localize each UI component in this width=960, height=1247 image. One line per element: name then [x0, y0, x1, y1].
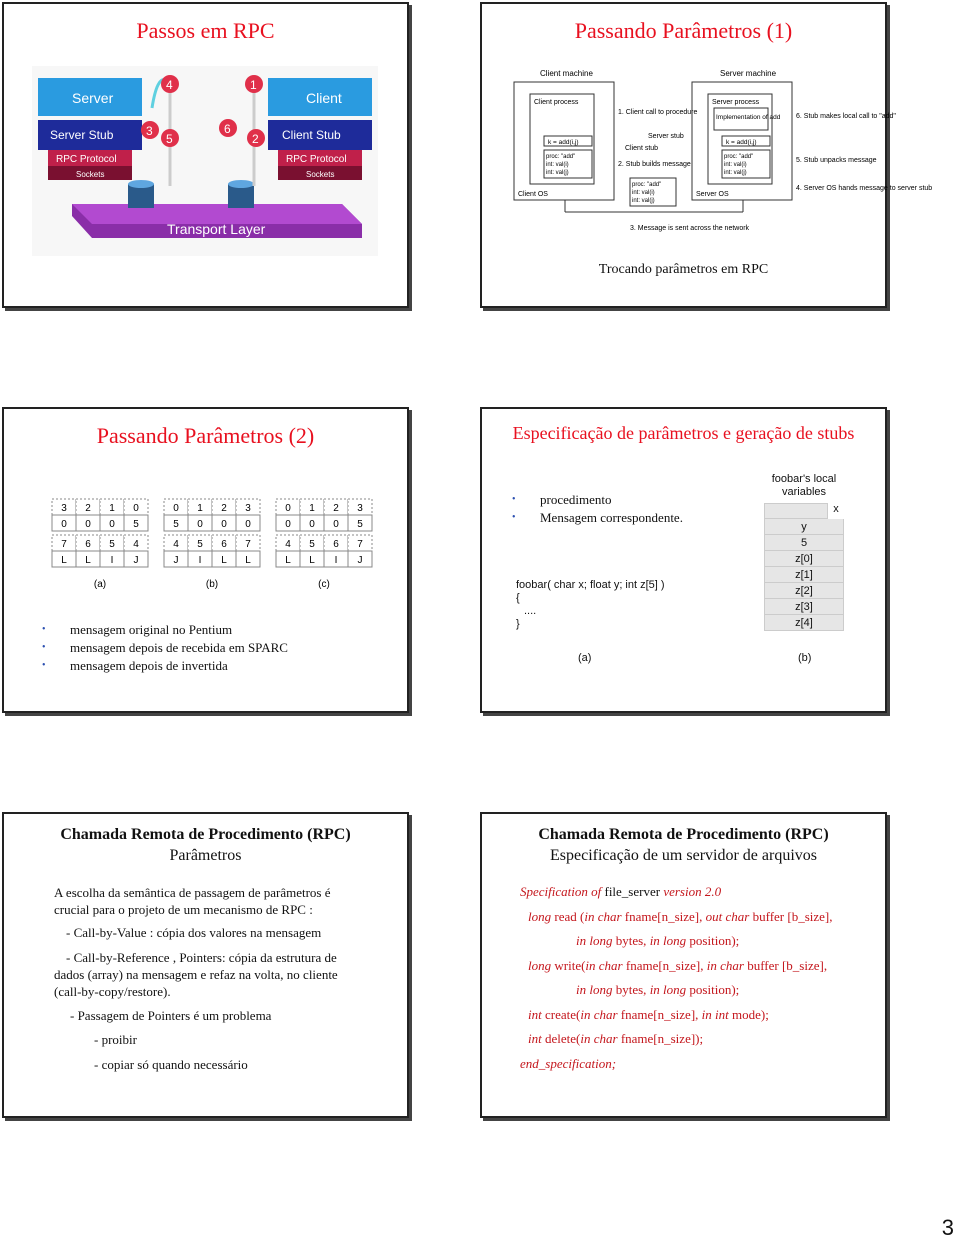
step-2: 2 [252, 132, 259, 146]
slide-rpc-servidor-arquivos [480, 812, 887, 1118]
grid-label: (a) [93, 579, 107, 590]
byte-index: 1 [309, 503, 315, 514]
server-machine-label: Server machine [720, 69, 777, 78]
ident: fname[n_size], [622, 957, 707, 973]
ident: position); [686, 982, 740, 997]
byte-value: I [110, 555, 114, 566]
byte-index: 3 [245, 503, 251, 514]
bullet-list [70, 621, 288, 675]
kw: out char [705, 908, 750, 924]
kw: in char [580, 1031, 618, 1046]
client-label: Client [306, 90, 342, 106]
kw: long [528, 908, 552, 924]
transport-layer-label: Transport Layer [167, 221, 266, 237]
client-server-diagram [510, 66, 933, 241]
msg-right-1: proc: "add" [724, 154, 754, 160]
step5-label: 5. Stub unpacks message [796, 157, 877, 164]
kw: int [528, 1006, 542, 1022]
server-process-label: Server process [712, 99, 760, 106]
kw: in long [576, 982, 613, 997]
call-left: k = add(i,j) [548, 139, 579, 146]
slide-title: Passando Parâmetros (1) [574, 18, 793, 43]
byte-order-grids [48, 499, 378, 591]
label-b: (b) [798, 652, 812, 664]
byte-index: 2 [221, 503, 227, 514]
rpc-protocol-left: RPC Protocol [56, 154, 117, 165]
kw: in char [584, 908, 622, 924]
call-right: k = add(i,j) [726, 139, 757, 146]
bullet-item: • mensagem original no Pentium [70, 621, 288, 639]
server-stub-label: Server stub [648, 133, 684, 140]
slide-especificacao-stubs [480, 407, 887, 713]
grid-label: (c) [318, 579, 330, 590]
byte-value: L [221, 555, 227, 566]
byte-value: L [285, 555, 291, 566]
byte-index: 0 [285, 503, 291, 514]
slide-caption: Trocando parâmetros em RPC [598, 262, 769, 277]
msg-right-3: int: val(j) [724, 170, 747, 176]
page-number: 3 [941, 1215, 954, 1240]
bullet-item: • mensagem depois de invertida [70, 657, 288, 675]
msg-left-3: int: val(j) [546, 170, 569, 176]
byte-index: 2 [333, 503, 339, 514]
stack-item: z[2] [764, 583, 844, 599]
server-stub-label: Server Stub [50, 128, 114, 142]
sockets-left: Sockets [76, 170, 105, 179]
paragraph: - Call-by-Reference , Pointers: cópia da estrutura de dados (array) na mensagem e refaz na volta, no cliente (call-by-copy/restore). [54, 950, 338, 999]
stack-item: y [764, 519, 844, 535]
bullet-item: • Mensagem correspondente. [540, 509, 683, 527]
stack-x-row [764, 503, 844, 519]
code-line: } [516, 618, 520, 630]
rpc-protocol-right: RPC Protocol [286, 154, 347, 165]
paragraph: - proibir [94, 1032, 137, 1047]
label-a: (a) [578, 652, 592, 664]
stack-x: x [833, 503, 839, 515]
kw: long [528, 957, 552, 973]
byte-value: 5 [133, 519, 139, 530]
client-os-label: Client OS [518, 191, 548, 198]
paragraph: - copiar só quando necessário [94, 1057, 248, 1072]
byte-value: 0 [85, 519, 91, 530]
step-5: 5 [166, 132, 173, 146]
byte-index: 3 [61, 503, 67, 514]
byte-index: 5 [109, 539, 115, 550]
byte-value: 0 [109, 519, 115, 530]
byte-value: L [245, 555, 251, 566]
byte-index: 4 [173, 539, 179, 550]
byte-value: 5 [357, 519, 363, 530]
byte-index: 1 [197, 503, 203, 514]
byte-value: 0 [333, 519, 339, 530]
spec-line [520, 978, 880, 1003]
slide-title: Chamada Remota de Procedimento (RPC) [538, 826, 829, 843]
ident: file_server [601, 884, 664, 899]
spec-line [520, 1027, 880, 1052]
kw: in char [585, 957, 623, 973]
msg-mid-1: proc: "add" [632, 182, 662, 188]
bullet-item: • mensagem depois de recebida em SPARC [70, 639, 288, 657]
stack-header: foobar's local variables [771, 473, 837, 498]
step6-label: 6. Stub makes local call to "add" [796, 113, 896, 120]
spec-line [520, 1003, 880, 1028]
byte-value: J [173, 555, 179, 566]
ident: write( [551, 957, 586, 973]
specification-block [520, 880, 880, 1076]
grid-label: (b) [205, 579, 219, 590]
msg-mid-3: int: val(j) [632, 198, 655, 204]
slide-rpc-parametros [2, 812, 409, 1118]
ident: fname[n_size], [617, 1006, 702, 1022]
byte-value: 0 [285, 519, 291, 530]
step2-label: 2. Stub builds message [618, 161, 691, 168]
byte-value: L [85, 555, 91, 566]
byte-index: 7 [357, 539, 363, 550]
server-label: Server [72, 90, 114, 106]
byte-index: 3 [357, 503, 363, 514]
ident: buffer [b_size], [743, 957, 828, 973]
rpc-steps-diagram [32, 66, 378, 256]
byte-value: 0 [309, 519, 315, 530]
paragraph: - Call-by-Value : cópia dos valores na mensagem [66, 925, 322, 940]
step3-label: 3. Message is sent across the network [630, 225, 750, 232]
client-stub-label: Client stub [625, 145, 659, 152]
spec-line [520, 905, 880, 930]
step4-label: 4. Server OS hands message to server stub [796, 185, 933, 192]
byte-value: I [334, 555, 338, 566]
code-line: { [516, 592, 520, 604]
byte-value: L [309, 555, 315, 566]
byte-index: 4 [285, 539, 291, 550]
stack-item: z[3] [764, 599, 844, 615]
step-3: 3 [146, 124, 153, 138]
spec-line [520, 954, 880, 979]
kw: in char [706, 957, 744, 973]
kw: in int [701, 1006, 729, 1022]
code-block [516, 579, 665, 631]
ident: fname[n_size]); [617, 1031, 704, 1046]
code-line: foobar( char x; float y; int z[5] ) [516, 579, 665, 591]
byte-index: 7 [61, 539, 67, 550]
client-process-label: Client process [534, 99, 579, 106]
stack-item: z[0] [764, 551, 844, 567]
slide-title: Chamada Remota de Procedimento (RPC) [60, 826, 351, 843]
byte-index: 0 [173, 503, 179, 514]
kw: in long [649, 933, 687, 948]
slide-title: Passando Parâmetros (2) [96, 423, 315, 448]
bullet-item: • procedimento [540, 491, 683, 509]
ident: fname[n_size], [621, 908, 706, 924]
step-1: 1 [250, 78, 257, 92]
stack-item: z[4] [764, 615, 844, 631]
byte-index: 7 [245, 539, 251, 550]
step1-label: 1. Client call to procedure [618, 109, 698, 116]
spec-line [520, 880, 880, 905]
implementation-label: Implementation of add [716, 114, 781, 121]
slide-subtitle: Especificação de um servidor de arquivos [549, 847, 817, 864]
client-machine-label: Client machine [540, 69, 593, 78]
client-stub-label: Client Stub [282, 128, 341, 142]
slide-passos-rpc [2, 2, 409, 308]
stack-frame [764, 473, 844, 631]
byte-index: 4 [133, 539, 139, 550]
ident: delete( [541, 1031, 581, 1046]
byte-value: 0 [197, 519, 203, 530]
stack-items [764, 519, 844, 631]
msg-right-2: int: val(i) [724, 162, 747, 168]
kw: in long [649, 982, 687, 997]
byte-value: I [198, 555, 202, 566]
stack-cell-empty [764, 503, 828, 519]
server-os-label: Server OS [696, 191, 729, 198]
ident: buffer [b_size], [749, 908, 833, 924]
bullet-list [540, 491, 683, 527]
byte-index: 6 [221, 539, 227, 550]
msg-left-1: proc: "add" [546, 154, 576, 160]
kw: Specification of [520, 884, 602, 899]
stack-item: 5 [764, 535, 844, 551]
msg-mid-2: int: val(i) [632, 190, 655, 196]
ident: mode); [728, 1006, 769, 1022]
spec-line [520, 929, 880, 954]
msg-left-2: int: val(i) [546, 162, 569, 168]
slide-title: Passos em RPC [136, 18, 275, 43]
step-4: 4 [166, 78, 173, 92]
byte-value: 0 [221, 519, 227, 530]
kw: version 2.0 [663, 884, 722, 899]
byte-index: 6 [333, 539, 339, 550]
byte-index: 1 [109, 503, 115, 514]
paragraph: - Passagem de Pointers é um problema [70, 1008, 272, 1023]
ident: position); [686, 933, 740, 948]
byte-value: J [133, 555, 139, 566]
spec-line [520, 1052, 880, 1077]
slide-title: Especificação de parâmetros e geração de stubs [512, 423, 855, 443]
byte-value: 0 [61, 519, 67, 530]
byte-index: 0 [133, 503, 139, 514]
ident: read ( [551, 908, 585, 924]
ident: create( [541, 1006, 581, 1022]
ident: bytes, [612, 933, 650, 948]
byte-value: L [61, 555, 67, 566]
kw: int [528, 1031, 542, 1046]
slide-passando-parametros-1 [480, 2, 933, 308]
code-line: .... [524, 605, 537, 617]
paragraph: A escolha da semântica de passagem de parâmetros é crucial para o projeto de um mecanismo de RPC : [54, 885, 331, 917]
byte-value: 0 [245, 519, 251, 530]
byte-index: 6 [85, 539, 91, 550]
byte-value: J [357, 555, 363, 566]
kw: end_specification; [520, 1055, 617, 1071]
byte-index: 2 [85, 503, 91, 514]
sockets-right: Sockets [306, 170, 335, 179]
slide-subtitle: Parâmetros [169, 847, 242, 864]
byte-index: 5 [309, 539, 315, 550]
step-6: 6 [224, 122, 231, 136]
kw: in long [576, 933, 613, 948]
byte-index: 5 [197, 539, 203, 550]
ident: bytes, [612, 982, 650, 997]
slide-passando-parametros-2 [2, 407, 409, 713]
byte-value: 5 [173, 519, 179, 530]
kw: in char [580, 1006, 618, 1022]
stack-item: z[1] [764, 567, 844, 583]
